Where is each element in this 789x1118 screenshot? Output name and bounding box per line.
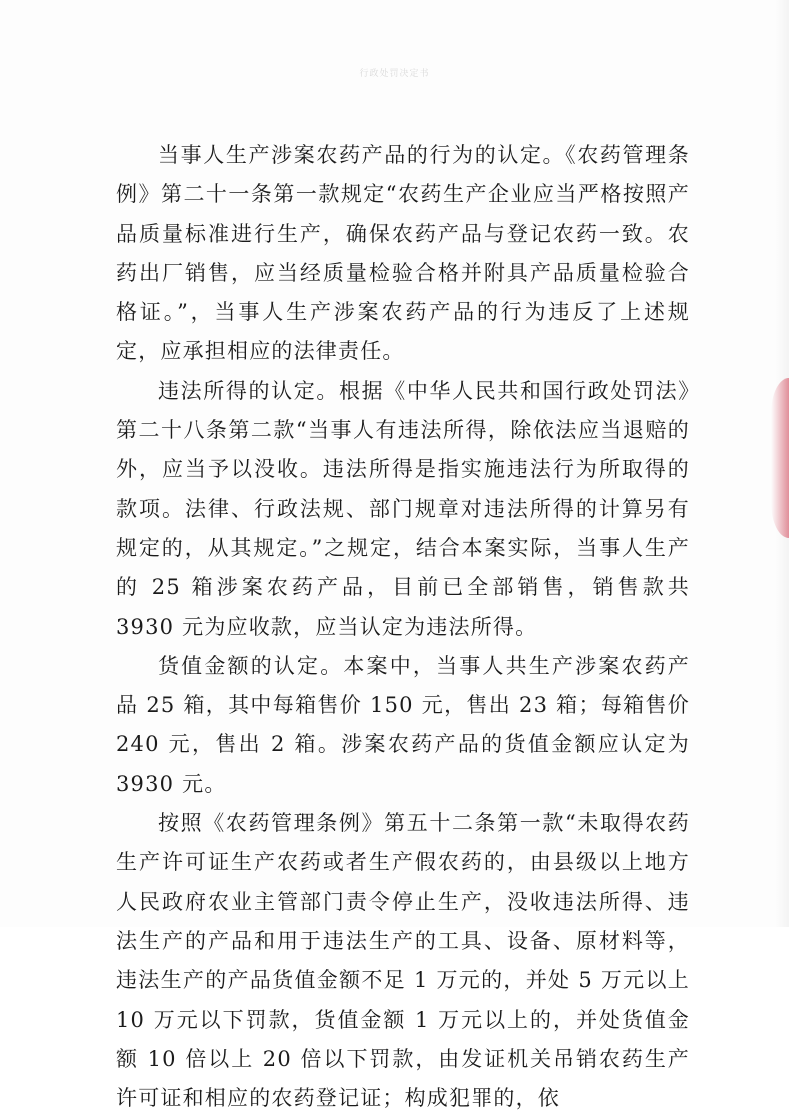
paragraph-penalty-basis: 按照《农药管理条例》第五十二条第一款“未取得农药生产许可证生产农药或者生产假农药的，由县级以上地方人民政府农业主管部门责令停止生产，没收违法所得、违法生产的产品和用于违法生产的工具、设备、原材料等，违法生产的产品货值金额不足 1 万元的，并处 5 万元以上 10 万元以下罚款，货值金额 1 万元以上的，并处货值金额 10 倍以上 20 倍以下罚款，由发证机关吊销农药生产许可证和相应的农药登记证；构成犯罪的，依 bbox=[116, 811, 690, 1111]
faint-header-text: 行政处罚决定书 bbox=[359, 69, 430, 79]
paragraph-product-behavior: 当事人生产涉案农药产品的行为的认定。《农药管理条例》第二十一条第一款规定“农药生产企业应当严格按照产品质量标准进行生产，确保农药产品与登记农药一致。农药出厂销售，应当经质量检验合格并附具产品质量检验合格证。”，当事人生产涉案农药产品的行为违反了上述规定，应承担相应的法律责任。 bbox=[116, 143, 690, 364]
paragraph-goods-value: 货值金额的认定。本案中，当事人共生产涉案农药产品 25 箱，其中每箱售价 150 元，售出 23 箱；每箱售价 240 元，售出 2 箱。涉案农药产品的货值金额应认定为 3930 元。 bbox=[116, 653, 690, 796]
red-seal-edge bbox=[771, 378, 789, 538]
document-body bbox=[116, 136, 690, 1118]
paragraph-illegal-income: 违法所得的认定。根据《中华人民共和国行政处罚法》第二十八条第二款“当事人有违法所得，除依法应当退赔的外，应当予以没收。违法所得是指实施违法行为所取得的款项。法律、行政法规、部门规章对违法所得的计算另有规定的，从其规定。”之规定，结合本案实际，当事人生产的 25 箱涉案农药产品，目前已全部销售，销售款共 3930 元为应收款，应当认定为违法所得。 bbox=[116, 378, 690, 639]
